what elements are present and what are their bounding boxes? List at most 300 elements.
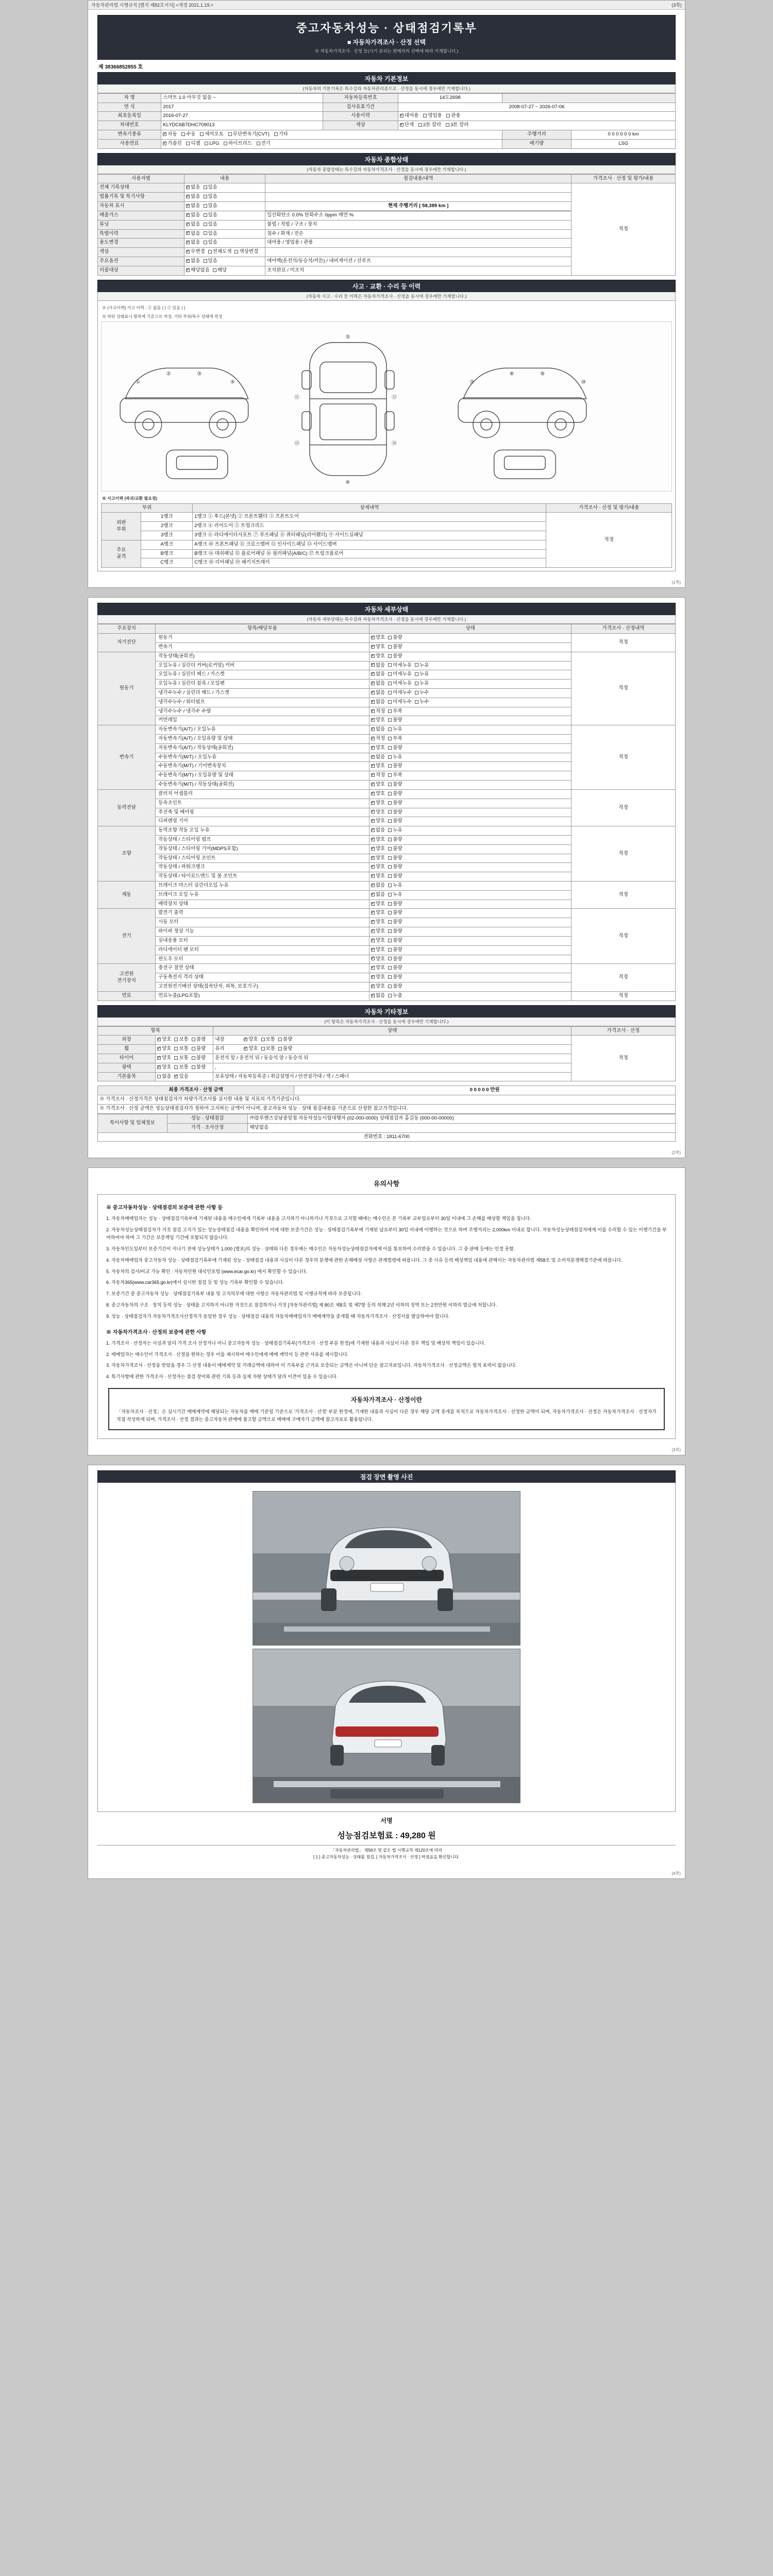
ov-name-4: 튜닝: [98, 220, 184, 229]
other-option[interactable]: 보통: [174, 1064, 188, 1071]
label-reg-date: 최초등록일: [98, 112, 161, 121]
detail-option[interactable]: ✓ 양호: [371, 965, 385, 972]
inspection-photo-rear: [253, 1649, 520, 1803]
company-tel: 전화번호 : 1811-6700: [98, 1132, 676, 1142]
other-option[interactable]: 보통: [174, 1037, 188, 1043]
detail-option[interactable]: ✓ 없음: [371, 663, 385, 669]
other-row-detail: 운전석 앞 / 운전석 뒤 / 동승석 앞 / 동승석 뒤: [213, 1054, 572, 1063]
opt-usage-2[interactable]: 관용: [446, 113, 460, 120]
detail-item-options[interactable]: [369, 716, 571, 725]
detail-item-options[interactable]: [369, 991, 571, 1001]
detail-item-options[interactable]: [369, 642, 571, 652]
apt-h0: 부위: [102, 503, 193, 513]
detail-group-3: 동력전달: [98, 789, 156, 826]
pledge-body: 「자동차조사 · 산정」은 실시기간 매매계약에 해당되는 자동차를 매매 기준일 기준으로 '가격조사 · 산정' 부분 한정에, 기재한 내용과 사실이 다른 경우 해당 금액 중개를 목적으로 자동차가격조사 · 산정한 금액이 되며, 자동차가격조사 · 산정은 자동차가격조사 · 산정자가 직접 작성하게 되며, 가격조사 · 산정 결과는 중고자동차 판매에 참고할 금액으로 매매에 구매자가 금액에 참고자료로 활용됩니다.: [116, 1409, 657, 1422]
oth-h0: 항목: [98, 1026, 213, 1036]
detail-item-options[interactable]: [369, 808, 571, 817]
other-option[interactable]: 없음: [157, 1074, 171, 1080]
detail-option[interactable]: ✓ 양호: [371, 644, 385, 651]
ov-name-6: 용도변경: [98, 239, 184, 248]
detail-item-options[interactable]: [369, 789, 571, 799]
detail-option[interactable]: 누유: [415, 663, 429, 669]
detail-item-label: 동력조향 작동 오일 누유: [156, 826, 369, 836]
other-option-2[interactable]: ✓ 양호: [244, 1037, 258, 1043]
odo-unit: km: [632, 131, 639, 137]
detail-option[interactable]: ✓ 없음: [371, 671, 385, 678]
ov-opt-2[interactable]: ✓ 없음 있음: [184, 202, 265, 211]
other-row-detail: 내장 ✓ 양호 보통 불량: [213, 1036, 572, 1045]
detail-option[interactable]: ✓ 없음: [371, 681, 385, 687]
detail-option[interactable]: 불량: [388, 864, 402, 871]
detail-option[interactable]: ✓ 양호: [371, 791, 385, 798]
other-option[interactable]: ✓ 양호: [157, 1046, 171, 1053]
detail-item-options[interactable]: [369, 900, 571, 909]
other-option[interactable]: ✓ 양호: [157, 1055, 171, 1062]
detail-option[interactable]: 누유: [388, 754, 402, 761]
opt-color-2[interactable]: 3톤 칼라: [446, 122, 468, 129]
svg-text:⑦: ⑦: [469, 379, 474, 385]
notice-item: 4. 자동차매매업자 중고자동차 성능 · 상태점검기록부에 기재된 성능 · 상태점검 내용과 사실이 다른 경우의 분쟁에 관한 손해배상 사항은 관계법령에 따릅니다. 그 중 사유 등의 배상책임 내용에 관해서는 자동차관리법 제58조 및 소비자분쟁해결기준에 따릅니다.: [106, 1257, 623, 1263]
detail-option[interactable]: 불량: [388, 855, 402, 862]
document-title: 중고자동차성능 · 상태점검기록부: [296, 22, 477, 35]
detail-option[interactable]: ✓ 양호: [371, 919, 385, 926]
detail-option[interactable]: 미세누유: [388, 671, 412, 678]
page-4: [88, 1465, 685, 1879]
detail-option[interactable]: ✓ 양호: [371, 763, 385, 770]
car-diagram-svg: [102, 322, 671, 491]
detail-option[interactable]: ✓ 양호: [371, 928, 385, 935]
detail-item-options[interactable]: [369, 882, 571, 891]
detail-option[interactable]: 누유: [415, 671, 429, 678]
document-number: [98, 62, 676, 70]
label-car-name: 차 명: [98, 93, 161, 103]
ov-detail-5: 침수 / 화재 / 전손: [265, 229, 572, 239]
detail-option[interactable]: 불량: [388, 791, 402, 798]
detail-option[interactable]: 불량: [388, 938, 402, 944]
detail-item-options[interactable]: [369, 927, 571, 937]
page-mark-3: (3쪽): [671, 1447, 681, 1452]
detail-option[interactable]: 불량: [388, 644, 402, 651]
final-price-label: 최종 가격조사 · 산정 금액: [98, 1086, 294, 1095]
ov-detail-7: [265, 248, 572, 257]
detail-option[interactable]: ✓ 적정: [371, 772, 385, 779]
detail-option[interactable]: ✓ 양호: [371, 974, 385, 981]
company-info-table: [97, 1114, 676, 1142]
value-color: [398, 121, 675, 130]
ov-opt-9[interactable]: ✓ 해당없음 해당: [184, 266, 265, 275]
detail-option[interactable]: 불량: [388, 846, 402, 853]
detail-option[interactable]: ✓ 없음: [371, 754, 385, 761]
notice-item: 8. 중고자동차의 구조 · 장치 등의 성능 · 상태를 고지하지 아니한 거짓으로 점검하거나 거짓 [자동차관리법] 제 80조 제8호 및 제7항 등의 의해 2년 이하의 징역 또는 2천만원 이하의 벌금에 처합니다.: [106, 1302, 497, 1308]
detail-option[interactable]: ✓ 양호: [371, 956, 385, 963]
detail-option[interactable]: 불량: [388, 745, 402, 752]
label-usage-hist: 사용이력: [323, 112, 398, 121]
detail-option[interactable]: 불량: [388, 901, 402, 908]
detail-option[interactable]: 불량: [388, 956, 402, 963]
detail-option[interactable]: 부족: [388, 772, 402, 779]
detail-option[interactable]: 불량: [388, 974, 402, 981]
other-option-2[interactable]: 불량: [278, 1046, 292, 1053]
ov-name-9: 리콜대상: [98, 266, 184, 275]
table-row: [98, 1123, 676, 1132]
dh-1: 항목/해당부품: [156, 624, 369, 634]
detail-option[interactable]: ✓ 양호: [371, 745, 385, 752]
ov-opt-1[interactable]: ✓ 없음 있음: [184, 193, 265, 202]
detail-item-label: 자동변속기(A/T) / 오일유량 및 상태: [156, 735, 369, 744]
detail-item-label: 커먼레일: [156, 716, 369, 725]
other-option-2[interactable]: 보통: [261, 1046, 275, 1053]
other-row-detail: 유리 ✓ 양호 보통 불량: [213, 1045, 572, 1054]
detail-item-options[interactable]: [369, 964, 571, 973]
detail-item-options[interactable]: [369, 652, 571, 661]
detail-item-options[interactable]: [369, 771, 571, 781]
detail-option[interactable]: ✓ 양호: [371, 901, 385, 908]
overall-state-table: [97, 174, 676, 276]
detail-group-verdict: 적정: [572, 652, 676, 725]
ov-opt-3[interactable]: ✓ 없음 있음: [184, 211, 265, 220]
section-other-sub: (이 항목은 자동차가격조사 · 산정을 동시에 경우에만 기재합니다.): [97, 1018, 676, 1026]
detail-option[interactable]: ✓ 양호: [371, 864, 385, 871]
detail-item-options[interactable]: [369, 743, 571, 753]
detail-group-verdict: 적정: [572, 964, 676, 991]
detail-option[interactable]: ✓ 없음: [371, 699, 385, 706]
detail-option[interactable]: 불량: [388, 984, 402, 990]
other-option[interactable]: 보통: [174, 1055, 188, 1062]
detail-item-options[interactable]: [369, 918, 571, 927]
notice-item: 7. 보증기간 중 중고자동차 성능 · 상태점검기록부 내용 및 고지의무에 대한 사항은 자동차관리법 및 시행규칙에 따라 보증됩니다.: [106, 1291, 362, 1297]
detail-option[interactable]: ✓ 양호: [371, 846, 385, 853]
ov-detail-6: 대여용 / 영업용 / 관용: [265, 239, 572, 248]
detail-item-label: 냉각수누수 / 워터펌프: [156, 698, 369, 707]
detail-option[interactable]: ✓ 양호: [371, 947, 385, 954]
detail-option[interactable]: 불량: [388, 965, 402, 972]
final-price-amount: [294, 1086, 676, 1095]
section-overall-bar: 자동차 종합상태: [97, 153, 676, 165]
detail-item-options[interactable]: [369, 753, 571, 762]
ov-name-3: 배출가스: [98, 211, 184, 220]
detail-option[interactable]: ✓ 양호: [371, 782, 385, 788]
detail-item-options[interactable]: [369, 909, 571, 918]
section-detail-bar: 자동차 세부상태: [97, 603, 676, 615]
other-row-options[interactable]: [156, 1045, 213, 1054]
detail-option[interactable]: ✓ 양호: [371, 910, 385, 917]
detail-option[interactable]: 불량: [388, 800, 402, 807]
other-row-label: 기본품목: [98, 1072, 156, 1081]
ov-detail-9: 조치완료 / 미조치: [265, 266, 572, 275]
final-price-note-2: ※ 가격조사 · 산정 금액은 성능상태점검자가 정하여 고지하는 금액이 아니며, 중고자동차 성능 · 상태 점검내용을 기준으로 산정한 참고가격입니다.: [98, 1105, 676, 1114]
opt-trans-1[interactable]: 수동: [181, 131, 195, 138]
dh-0: 주요장치: [98, 624, 156, 634]
detail-item-options[interactable]: [369, 680, 571, 689]
detail-item-options[interactable]: [369, 863, 571, 872]
value-disp: LSG: [572, 139, 676, 148]
detail-item-options[interactable]: [369, 835, 571, 844]
detail-option[interactable]: 누유: [415, 681, 429, 687]
detail-option[interactable]: ✓ 없음: [371, 726, 385, 733]
svg-text:⑩: ⑩: [581, 379, 586, 385]
basic-blank-1: [502, 93, 675, 103]
ov-opt-0[interactable]: ✓ 없음 있음: [184, 183, 265, 193]
other-option[interactable]: 불량: [192, 1046, 206, 1053]
other-option-2[interactable]: 불량: [278, 1037, 292, 1043]
detail-item-label: 와이퍼 정상 기능: [156, 927, 369, 937]
detail-option[interactable]: 불량: [388, 653, 402, 660]
detail-item-options[interactable]: [369, 817, 571, 826]
other-info-table: [97, 1026, 676, 1082]
detail-group-8: 연료: [98, 991, 156, 1001]
detail-group-verdict: 적정: [572, 725, 676, 790]
detail-item-label: 냉각수누수 / 실린더 헤드 / 가스켓: [156, 688, 369, 698]
other-option[interactable]: 보통: [174, 1046, 188, 1053]
detail-item-label: 디퍼렌셜 기어: [156, 817, 369, 826]
table-row: [98, 964, 676, 973]
detail-item-options[interactable]: [369, 826, 571, 836]
opt-color-1[interactable]: 2톤 칼라: [418, 122, 441, 129]
detail-item-label: 작동상태(공회전): [156, 652, 369, 661]
detail-item-label: 연료누출(LPG포함): [156, 991, 369, 1001]
section-basic-info-sub: (자동차의 기본기록은 특수강과 자동차관리증으로 · 산정을 동시에 경우에만 기재합니다.): [97, 84, 676, 93]
detail-option[interactable]: ✓ 없음: [371, 993, 385, 999]
notice-item-2: 2. 매매업자는 매수인이 가격조사 · 산정을 원하는 경우 이를 제시하여 매수인에게 매매 계약서 등 관련 서류를 제시합니다.: [106, 1351, 349, 1357]
detail-item-label: 수동변속기(M/T) / 오일유량 및 상태: [156, 771, 369, 781]
other-option-2[interactable]: 보통: [261, 1037, 275, 1043]
other-option-2[interactable]: ✓ 양호: [244, 1046, 258, 1053]
detail-option[interactable]: 불량: [388, 809, 402, 816]
fee-value: 49,280 원: [400, 1831, 436, 1840]
detail-option[interactable]: 미세누유: [388, 663, 412, 669]
detail-item-options[interactable]: [369, 955, 571, 964]
detail-item-options[interactable]: [369, 634, 571, 643]
opt-fuel-1[interactable]: 디젤: [186, 141, 200, 147]
detail-item-options[interactable]: [369, 982, 571, 991]
detail-item-options[interactable]: [369, 890, 571, 900]
detail-option[interactable]: 누수: [415, 690, 429, 697]
detail-option[interactable]: ✓ 양호: [371, 837, 385, 843]
ov-opt-6[interactable]: ✓ 없음 있음: [184, 239, 265, 248]
accident-legend-1: ※ (사고이력) 사고 이력 : ① 없음 ( ) ② 있음 ( ): [102, 305, 186, 310]
ov-opt-4[interactable]: ✓ 없음 있음: [184, 220, 265, 229]
table-row: [98, 882, 676, 891]
label-vin: 차대번호: [98, 121, 161, 130]
detail-option[interactable]: ✓ 양호: [371, 653, 385, 660]
detail-option[interactable]: 불량: [388, 782, 402, 788]
other-option[interactable]: 불량: [192, 1055, 206, 1062]
detail-item-options[interactable]: [369, 698, 571, 707]
detail-option[interactable]: 불량: [388, 635, 402, 641]
detail-item-label: 라디에이터 팬 모터: [156, 945, 369, 955]
detail-option[interactable]: ✓ 양호: [371, 984, 385, 990]
document-note: ※ 자동차가격조사 · 산정 등(시기 분리는 판매자의 선택에 따라 기재합니다.): [314, 48, 459, 54]
detail-option[interactable]: 불량: [388, 947, 402, 954]
detail-option[interactable]: 불량: [388, 837, 402, 843]
detail-option[interactable]: ✓ 적정: [371, 708, 385, 715]
detail-item-options[interactable]: [369, 973, 571, 982]
apt-row-2: 3랭크 ⑥ 라디에이터서포트 ⑦ 루프패널 ⑧ 쿼터패널(리어휀더) ⑨ 사이드실패널: [193, 531, 546, 540]
other-option[interactable]: ✓ 양호: [157, 1064, 171, 1071]
accident-legend-2: ※ 하단 상태표시 항목에 기준으로 작성, 기타 부위/특수 상태에 작성: [102, 314, 223, 319]
detail-group-6: 전기: [98, 909, 156, 964]
detail-option[interactable]: ✓ 양호: [371, 635, 385, 641]
detail-item-options[interactable]: [369, 735, 571, 744]
detail-item-options[interactable]: [369, 799, 571, 808]
photos-bar: 점검 장면 촬영 사진: [97, 1470, 676, 1483]
detail-option[interactable]: 미세누수: [388, 690, 412, 697]
detail-item-label: 브레이크 마스터 실린더오일 누유: [156, 882, 369, 891]
value-odo: [572, 130, 676, 140]
ov-name-7: 색상: [98, 248, 184, 257]
detail-item-options[interactable]: [369, 762, 571, 771]
document-subtitle: ■ 자동차가격조사 · 산정 선택: [347, 39, 426, 46]
detail-option[interactable]: ✓ 없음: [371, 883, 385, 889]
notice-item: 1. 자동차매매업자는 성능 · 상태점검기록부에 기재된 내용을 매수인에게 기록부 내용을 고지하기 아니하거나 거짓으로 고지할 때에는 매수인은 본 기록부 교부일로부터 30일 이내에 그 손해를 배상할 책임을 집니다.: [106, 1216, 531, 1222]
detail-option[interactable]: 불량: [388, 818, 402, 825]
detail-item-label: 냉각수누수 / 냉각수 수량: [156, 707, 369, 716]
value-usage-hist: [398, 112, 675, 121]
detail-item-label: 오일누유 / 실린더 헤드 / 가스켓: [156, 670, 369, 680]
opt-trans-4[interactable]: 기타: [274, 131, 288, 138]
detail-item-options[interactable]: [369, 854, 571, 863]
detail-item-options[interactable]: [369, 707, 571, 716]
ov-name-1: 법률기록 및 특기사항: [98, 193, 184, 202]
detail-option[interactable]: 불량: [388, 873, 402, 880]
opt-usage-1[interactable]: 영업용: [423, 113, 442, 120]
detail-option[interactable]: ✓ 양호: [371, 938, 385, 944]
topbar-right: (3쪽): [671, 3, 682, 8]
detail-option[interactable]: 누수: [415, 699, 429, 706]
ovh-2: 점검내용/내역: [265, 174, 572, 183]
svg-text:⑫: ⑫: [391, 394, 397, 400]
detail-option[interactable]: 누유: [388, 827, 402, 834]
value-vin: KLYDC6B7DHC709013: [161, 121, 323, 130]
table-row: [98, 725, 676, 735]
detail-group-1: 원동기: [98, 652, 156, 725]
detail-option[interactable]: 누유: [388, 726, 402, 733]
detail-group-verdict: 적정: [572, 826, 676, 882]
apt-row-1: 2랭크 ④ 리어도어 ⑤ 트렁크리드: [193, 522, 546, 531]
other-row-options[interactable]: [156, 1063, 213, 1072]
opt-fuel-0[interactable]: ✓ 가솔린: [163, 141, 182, 147]
detail-option[interactable]: 불량: [388, 919, 402, 926]
detail-option[interactable]: 미세누유: [388, 681, 412, 687]
detail-option[interactable]: 누유: [388, 892, 402, 899]
detail-option[interactable]: ✓ 양호: [371, 800, 385, 807]
company-row-0-key: 성능 · 상태점검: [167, 1114, 248, 1123]
detail-option[interactable]: 불량: [388, 928, 402, 935]
detail-option[interactable]: ✓ 없음: [371, 690, 385, 697]
table-row: [102, 513, 672, 522]
other-row-detail: ,: [213, 1063, 572, 1072]
ovh-0: 사용자별: [98, 174, 184, 183]
detail-option[interactable]: 불량: [388, 717, 402, 724]
detail-group-0: 자기진단: [98, 634, 156, 652]
detail-group-verdict: 적정: [572, 909, 676, 964]
dh-3: 가격조사 · 산정내역: [572, 624, 676, 634]
detail-group-2: 변속기: [98, 725, 156, 790]
svg-text:⑭: ⑭: [391, 440, 397, 447]
apt-right: 적정: [546, 513, 672, 568]
ov-opt-8[interactable]: ✓ 없음 있음: [184, 257, 265, 266]
detail-item-label: 변속기: [156, 642, 369, 652]
label-color: 색상: [323, 121, 398, 130]
detail-group-5: 제동: [98, 882, 156, 909]
fee-label: 성능점검보험료: [337, 1831, 393, 1840]
detail-option[interactable]: ✓ 양호: [371, 873, 385, 880]
detail-item-options[interactable]: [369, 945, 571, 955]
detail-item-options[interactable]: [369, 844, 571, 854]
detail-item-options[interactable]: [369, 781, 571, 790]
value-trans: [161, 130, 502, 140]
ovh-1: 내용: [184, 174, 265, 183]
svg-text:⑤: ⑤: [345, 334, 350, 340]
page-mark-4: (4쪽): [671, 1871, 681, 1876]
other-option[interactable]: 불량: [192, 1037, 206, 1043]
detail-item-options[interactable]: [369, 688, 571, 698]
detail-option[interactable]: ✓ 양호: [371, 855, 385, 862]
oth-h1: 상태: [213, 1026, 572, 1036]
opt-trans-0[interactable]: ✓ 자동: [163, 131, 177, 138]
detail-item-options[interactable]: [369, 661, 571, 670]
ov-opt-7[interactable]: ✓ 무변경 전체도색 색상변경: [184, 248, 265, 257]
value-validity: 2008-07-27 ~ 2026-07-06: [398, 103, 675, 112]
other-option[interactable]: ✓ 양호: [157, 1037, 171, 1043]
notice-item: 9. 성능 · 상태점검자가 자동차가격조사산정자가 동일한 경우 성능 · 상태점검 내용의 자동차매매업자가 매매계약을 중개할 때 자동차가격조사 · 산정서를 발급하여야 합니다.: [106, 1313, 450, 1319]
opt-fuel-3[interactable]: 하이브리드: [224, 141, 252, 147]
detail-option[interactable]: 불량: [388, 910, 402, 917]
other-option[interactable]: 불량: [192, 1064, 206, 1071]
detail-item-label: 브레이크 오일 누유: [156, 890, 369, 900]
notice-item-2: 3. 자동차가격조사 · 산정을 받았을 경우 그 산정 내용이 매매계약 및 거래금액에 대하여 이 기록부를 근거로 보증되는 금액은 아니며 단순 참고자료입니다. 자동차가격조사 · 산정금액은 법적 효력이 없습니다.: [106, 1363, 517, 1368]
detail-item-label: 작동상태 / 파워크랭크: [156, 863, 369, 872]
detail-item-label: 오일누유 / 실린더 커버(로커암) 커버: [156, 661, 369, 670]
opt-trans-3[interactable]: 무단변속기(CVT): [228, 131, 270, 138]
other-row-options[interactable]: [156, 1072, 213, 1081]
detail-item-options[interactable]: [369, 670, 571, 680]
opt-fuel-2[interactable]: LPG: [205, 141, 219, 147]
detail-item-options[interactable]: [369, 725, 571, 735]
detail-option[interactable]: ✓ 없음: [371, 892, 385, 899]
document-title-block: [97, 15, 676, 60]
section-accident-sub: (자동차 사고 · 수리 등 이력은 자동차가격조사 · 산정을 동시에 경우에만 기재합니다.): [97, 292, 676, 301]
footer-line-1: 「자동차관리법」 제58조 및 같은 법 시행규칙 제120조에 따라: [330, 1848, 443, 1853]
other-option[interactable]: ✓ 있음: [174, 1074, 188, 1080]
opt-usage-0[interactable]: ✓ 대여용: [400, 113, 419, 120]
other-row-label: 휠: [98, 1045, 156, 1054]
other-row-options[interactable]: [156, 1036, 213, 1045]
ov-opt-5[interactable]: ✓ 없음 있음: [184, 229, 265, 239]
detail-item-options[interactable]: [369, 936, 571, 945]
apt-rank-c: C랭크: [141, 558, 193, 568]
detail-option[interactable]: ✓ 적정: [371, 736, 385, 742]
final-price-unit: 만원: [490, 1087, 500, 1093]
detail-option[interactable]: ✓ 양호: [371, 717, 385, 724]
detail-option[interactable]: 부족: [388, 708, 402, 715]
table-row: [98, 789, 676, 799]
detail-option[interactable]: 불량: [388, 763, 402, 770]
detail-item-options[interactable]: [369, 872, 571, 882]
detail-option[interactable]: ✓ 양호: [371, 818, 385, 825]
opt-fuel-4[interactable]: 전기: [257, 141, 271, 147]
detail-option[interactable]: ✓ 양호: [371, 809, 385, 816]
detail-option[interactable]: ✓ 없음: [371, 827, 385, 834]
other-row-options[interactable]: [156, 1054, 213, 1063]
detail-option[interactable]: 누유: [388, 883, 402, 889]
ov-name-8: 주요옵션: [98, 257, 184, 266]
detail-option[interactable]: 미세누수: [388, 699, 412, 706]
detail-option[interactable]: 부족: [388, 736, 402, 742]
opt-trans-2[interactable]: 세미오토: [200, 131, 224, 138]
detail-option[interactable]: 누출: [388, 993, 402, 999]
opt-color-0[interactable]: ✓ 단색: [400, 122, 414, 129]
